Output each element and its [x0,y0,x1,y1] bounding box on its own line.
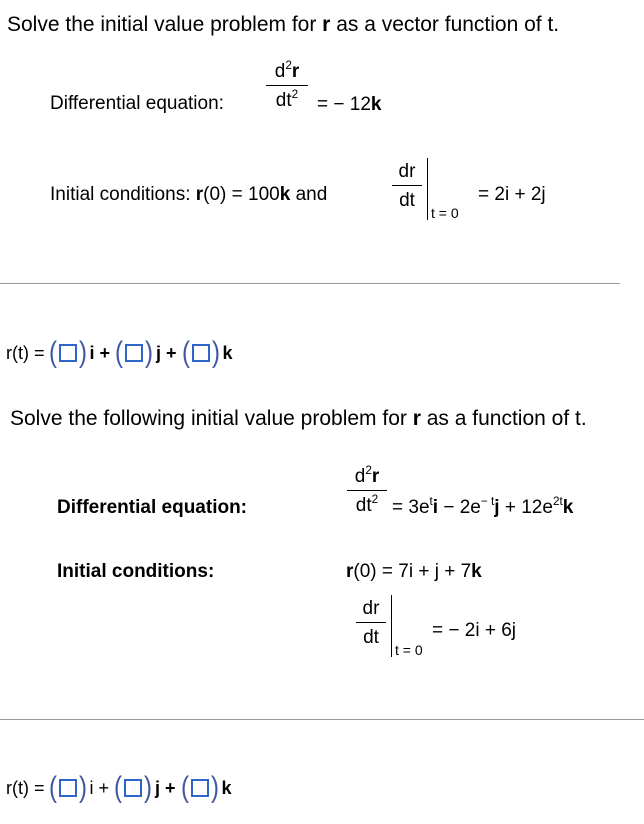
evaluation-bar [427,158,428,220]
problem2-ic-label: Initial conditions: [57,561,215,582]
problem1-ic-derivative-fraction: dr dt [392,162,422,210]
fraction-denominator: $dt^2$ [355,492,379,516]
section-divider [0,719,644,720]
problem2-instruction: Solve the following initial value problem for r as a function of t. [10,407,587,430]
evaluation-bar [391,595,392,657]
answer-input-j[interactable] [125,344,143,362]
answer-input-i[interactable] [59,344,77,362]
problem1-de-rhs: = − 12k [317,94,382,115]
problem1-instruction: Solve the initial value problem for r as a vector function of t. [7,13,560,36]
problem1-ic-rhs: = 2i + 2j [478,184,546,205]
problem1-answer-row: r(t) = ( ) i + ( ) j + ( ) k [6,336,233,369]
answer-input-k[interactable] [191,779,209,797]
fraction-bar [392,185,422,186]
problem1-ic-text: Initial conditions: r(0) = 100k and [50,184,328,205]
problem2-ic-derivative-fraction: dr dt [356,599,386,647]
answer-input-j[interactable] [124,779,142,797]
problem1-de-fraction [266,58,308,111]
problem2-answer-row: r(t) = ( ) i + ( ) j + ( ) k [6,771,232,804]
problem2-de-fraction [347,463,387,516]
problem1-de-label: Differential equation: [50,93,224,114]
problem2-de-rhs: = $3e^ti - 2e^{- t}j + 12e^{2t}k$ [392,494,574,518]
fraction-bar [266,85,308,86]
problem2-ic-rhs: = − 2i + 6j [432,620,516,641]
answer-input-k[interactable] [192,344,210,362]
problem2-ic-eval-point: t = 0 [395,642,423,658]
fraction-bar [356,622,386,623]
fraction-bar [347,490,387,491]
answer-input-i[interactable] [59,779,77,797]
fraction-denominator: $dt^2$ [275,87,299,111]
problem2-de-label: Differential equation: [57,497,248,518]
problem1-ic-eval-point: t = 0 [431,205,459,221]
fraction-numerator: $d^2r$ [274,58,300,82]
section-divider [0,283,620,284]
fraction-numerator: $d^2r$ [354,463,380,487]
problem2-ic-line1: r(0) = 7i + j + 7k [346,561,482,582]
